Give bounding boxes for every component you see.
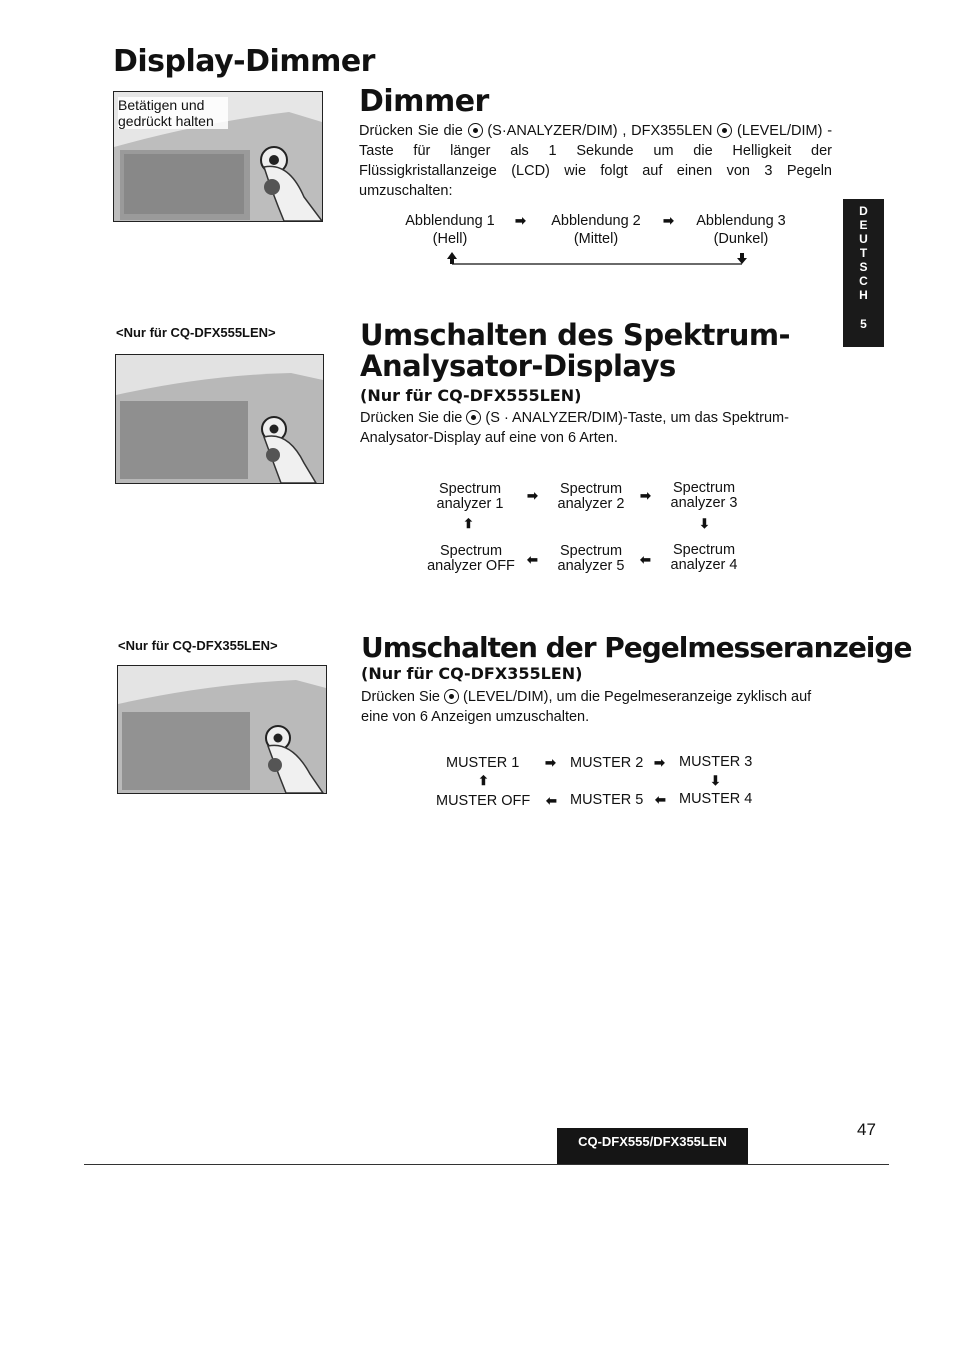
item-line: Spectrum <box>439 543 503 559</box>
step-sub: (Mittel) <box>573 231 619 247</box>
arrow-down-icon: ⬇ <box>710 773 721 788</box>
model-note-355: <Nur für CQ-DFX355LEN> <box>118 638 278 653</box>
level-subheading: (Nur für CQ-DFX355LEN) <box>361 664 583 683</box>
item-line: analyzer OFF <box>427 558 515 574</box>
tab-letter: T <box>859 246 868 260</box>
item-line: Spectrum <box>672 542 736 558</box>
item-line: Spectrum <box>438 481 502 497</box>
spectrum-subheading: (Nur für CQ-DFX555LEN) <box>360 386 582 405</box>
spectrum-item-3 <box>654 481 754 511</box>
item-line: analyzer 3 <box>670 495 738 511</box>
device-photo-spectrum <box>115 354 324 484</box>
step-label: Abblendung 2 <box>551 213 641 229</box>
dimmer-text-3: (LEVEL/DIM) -Taste für länger als 1 Sekunde um die Helligkeit der Flüssigkristallanzeige (LCD) wie folgt auf einen von 3 Pegeln umzuschalten: <box>359 123 833 199</box>
device-photo-level <box>117 665 327 794</box>
model-note-555: <Nur für CQ-DFX555LEN> <box>116 325 276 340</box>
dimmer-step-2 <box>546 214 646 247</box>
spectrum-item-5 <box>541 544 641 574</box>
dimmer-text <box>359 121 832 201</box>
dimmer-heading: Dimmer <box>359 84 489 119</box>
item-line: analyzer 4 <box>670 557 738 573</box>
arrow-right-icon: ➡ <box>663 213 674 228</box>
item-line: analyzer 5 <box>557 558 625 574</box>
muster-off: MUSTER OFF <box>436 793 531 809</box>
muster-5: MUSTER 5 <box>570 792 644 808</box>
tab-letter: E <box>859 218 868 232</box>
tab-letter: C <box>859 274 868 288</box>
arrow-left-icon: ⬅ <box>655 792 666 807</box>
level-text <box>361 687 831 727</box>
arrow-down-icon: ⬇ <box>699 516 710 531</box>
step-label: Abblendung 3 <box>696 213 786 229</box>
muster-1: MUSTER 1 <box>446 755 520 771</box>
dimmer-step-3 <box>691 214 791 247</box>
spectrum-text-2: (S · ANALYZER/DIM)-Taste, um das Spektrum-Analysator-Display auf eine von 6 Arten. <box>360 410 789 446</box>
step-sub: (Hell) <box>432 231 468 247</box>
dimmer-step-1 <box>400 214 500 247</box>
spectrum-item-2 <box>541 482 641 512</box>
spectrum-heading: Umschalten des Spektrum-Analysator-Displays <box>360 318 791 383</box>
level-dim-button-icon <box>444 689 459 704</box>
level-text-1: Drücken Sie <box>361 689 440 705</box>
spectrum-item-off <box>421 544 521 574</box>
analyzer-button-icon <box>466 410 481 425</box>
arrow-right-icon: ➡ <box>654 755 665 770</box>
arrow-left-icon: ⬅ <box>546 793 557 808</box>
item-line: Spectrum <box>672 480 736 496</box>
arrow-left-icon: ⬅ <box>640 552 651 567</box>
photo-caption: Betätigen und gedrückt halten <box>118 97 228 129</box>
spectrum-item-4 <box>654 543 754 573</box>
arrow-left-icon: ⬅ <box>527 552 538 567</box>
tab-letter: D <box>859 204 868 218</box>
footer-rule <box>84 1164 889 1165</box>
spectrum-text-1: Drücken Sie die <box>360 410 463 426</box>
tab-letter: S <box>859 260 868 274</box>
item-line: Spectrum <box>559 543 623 559</box>
arrow-right-icon: ➡ <box>545 755 556 770</box>
step-sub: (Dunkel) <box>713 231 769 247</box>
tab-number: 5 <box>860 317 867 331</box>
arrow-up-icon: ⬆ <box>478 773 489 788</box>
arrow-up-icon: ⬆ <box>463 516 474 531</box>
muster-3: MUSTER 3 <box>679 754 753 770</box>
level-heading: Umschalten der Pegelmesseranzeige <box>361 631 912 664</box>
footer-model-tag: CQ-DFX555/DFX355LEN <box>557 1128 748 1164</box>
muster-2: MUSTER 2 <box>570 755 644 771</box>
spectrum-text <box>360 408 836 448</box>
dim-button-icon <box>468 123 483 138</box>
language-tab <box>843 199 884 347</box>
tab-letter: U <box>859 232 868 246</box>
level-text-2: (LEVEL/DIM), um die Pegelmeseranzeige zyklisch auf eine von 6 Anzeigen umzuschalten. <box>361 689 812 725</box>
item-line: analyzer 2 <box>557 496 625 512</box>
step-label: Abblendung 1 <box>405 213 495 229</box>
item-line: analyzer 1 <box>436 496 504 512</box>
item-line: Spectrum <box>559 481 623 497</box>
dimmer-text-1: Drücken Sie die <box>359 123 463 139</box>
level-button-icon <box>717 123 732 138</box>
dimmer-loop-arrow <box>440 250 752 268</box>
page-number: 47 <box>857 1120 876 1139</box>
arrow-right-icon: ➡ <box>640 488 651 503</box>
arrow-right-icon: ➡ <box>527 488 538 503</box>
page-title: Display-Dimmer <box>113 44 375 79</box>
dimmer-text-2: (S·ANALYZER/DIM) , DFX355LEN <box>487 123 713 139</box>
arrow-right-icon: ➡ <box>515 213 526 228</box>
muster-4: MUSTER 4 <box>679 791 753 807</box>
tab-letter: H <box>859 288 868 302</box>
spectrum-item-1 <box>420 482 520 512</box>
